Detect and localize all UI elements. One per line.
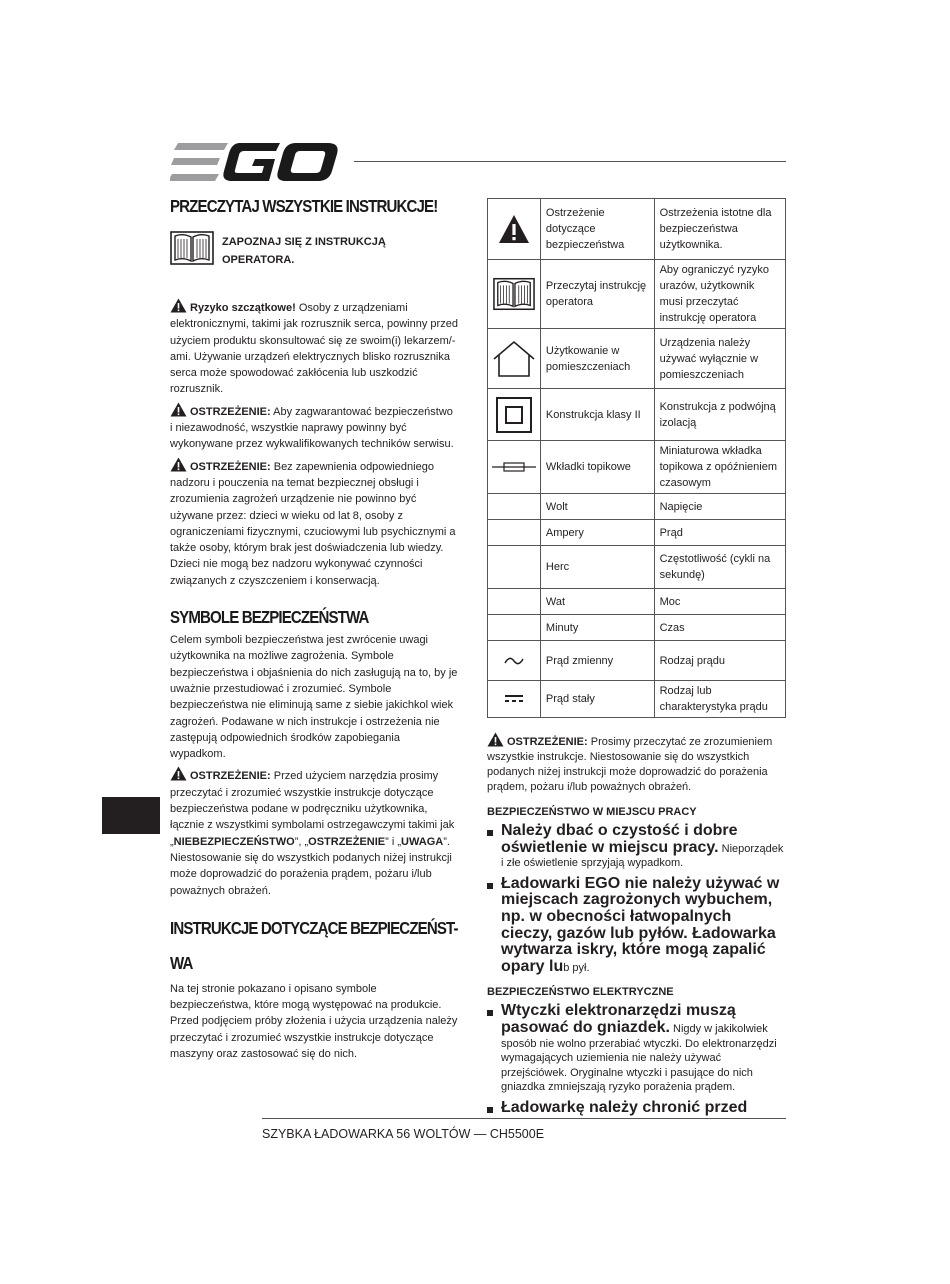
electrical-safety-heading: BEZPIECZEŃSTWO ELEKTRYCZNE xyxy=(487,986,674,999)
residual-risk-text: Osoby z urządzeniami elektronicznymi, takimi jak rozrusznik serca, powinny przed użyciem produktu skonsultować się ze swoim(i) lekarzem/-ami. Używanie urządzeń elektrycznych blisko rozrusznika serca może spowodować zakłócenia lub uszkodzić rozrusznik. xyxy=(170,302,458,396)
title-safety-instructions: INSTRUKCJE DOTYCZĄCE BEZPIECZEŃST-WA xyxy=(170,917,458,973)
ego-logo xyxy=(170,143,338,181)
danger-word: NIEBEZPIECZEŃSTWO xyxy=(173,835,295,848)
caution-word: UWAGA xyxy=(401,835,444,848)
symbol-name: Przeczytaj instrukcję operatora xyxy=(540,260,654,329)
symbol-meaning: Miniaturowa wkładka topikowa z opóźnieniem czasowym xyxy=(654,441,785,494)
warning-triangle-icon xyxy=(170,457,187,472)
right-column xyxy=(487,198,786,1117)
repair-warning-label: OSTRZEŻENIE: xyxy=(190,405,271,418)
work-area-safety-heading: BEZPIECZEŃSTWO W MIEJSCU PRACY xyxy=(487,806,697,818)
symbol-meaning: Moc xyxy=(654,589,785,615)
bullet-square xyxy=(487,830,493,836)
residual-risk-paragraph xyxy=(170,298,458,398)
table-row xyxy=(488,260,786,329)
bullet-main-text: Ładowarkę należy chronić przed xyxy=(501,1098,748,1116)
repair-warning-paragraph xyxy=(170,402,458,453)
general-warning-label: OSTRZEŻENIE: xyxy=(507,736,588,748)
left-column xyxy=(170,196,458,1062)
bullet-item xyxy=(487,823,786,871)
general-warning-text: Prosimy przeczytać ze zrozumieniem wszystkie instrukcje. Niestosowanie się do wszystkich podanych niżej instrukcji może doprowadzić do porażenia prądem, pożaru i/lub poważnych obrażeń. xyxy=(487,736,773,793)
supervision-warning-text: Bez zapewnienia odpowiedniego nadzoru i pouczenia na temat bezpiecznej obsługi i zrozumienia zagrożeń urządzenie nie powinno być używane przez: dzieci w wieku od lat 8, osoby z ograniczeniami fizycznymi, czuciowymi lub psychicznymi a także osoby, którym brak jest doświadczenia lub wiedzy. Dzieci nie mogą bez nadzoru wykonywać czynności związanych z czyszczeniem i konserwacją. xyxy=(170,460,456,587)
repair-warning-text: Aby zagwarantować bezpieczeństwo i niezawodność, wszystkie naprawy powinny być wykonywane przez wykwalifikowanych techników serwisu. xyxy=(170,405,454,451)
ac-wave-icon xyxy=(504,656,524,666)
bullet-detail-text: Nieporządek i złe oświetlenie sprzyjają wypadkom. xyxy=(501,842,784,870)
symbol-meaning: Urządzenia należy używać wyłącznie w pomieszczeniach xyxy=(654,329,785,389)
quote-separator: ”, „ xyxy=(294,835,309,848)
symbols-intro-paragraph: Celem symboli bezpieczeństwa jest zwrócenie uwagi użytkownika na możliwe zagrożenia. Symbole bezpieczeństwa i objaśnienia do nich zasługują na to, by je uważnie przestudiować i zrozumieć. Symbole bezpieczeństwa nie eliminują same z siebie jakichkol wiek zagrożeń. Podawane w nich instrukcje i ostrzeżenia nie zastępują odpowiednich środków zapobiegania wypadkom. xyxy=(170,634,458,761)
bullet-item xyxy=(487,876,786,976)
symbol-name: Ampery xyxy=(540,520,654,546)
open-book-icon xyxy=(493,276,535,312)
symbol-meaning: Aby ograniczyć ryzyko urazów, użytkownik musi przeczytać instrukcję operatora xyxy=(654,260,785,329)
language-tab-marker xyxy=(102,797,160,834)
bullet-main-text: Należy dbać o czystość i dobre oświetlenie w miejscu pracy. xyxy=(501,822,738,856)
read-all-warning-text-a: Przed użyciem narzędzia prosimy przeczytać i zrozumieć wszystkie instrukcje dotyczące bezpieczeństwa podane w podręczniku użytkownika, łącznie z wszystkimi symbolami ostrzegawczymi takimi jak „ xyxy=(170,770,455,848)
bullet-square xyxy=(487,1010,493,1016)
bullet-square xyxy=(487,883,493,889)
table-row xyxy=(488,520,786,546)
warning-triangle-icon xyxy=(487,732,504,747)
read-all-warning-label: OSTRZEŻENIE: xyxy=(190,770,271,783)
read-all-warning-text-b: ”. Niestosowanie się do wszystkich podanych niżej instrukcji może doprowadzić do porażenia prądem, pożaru i/lub poważnych obrażeń. xyxy=(170,835,452,897)
double-square-icon xyxy=(496,397,532,433)
bullet-main-text: Ładowarki EGO nie należy używać w miejscach zagrożonych wybuchem, np. w obecności łatwopalnych cieczy, gazów lub pyłów. Ładowarka wytwarza iskry, które mogą zapalić opary lu xyxy=(501,874,780,975)
symbol-name: Herc xyxy=(540,546,654,589)
supervision-warning-paragraph xyxy=(170,457,458,589)
supervision-warning-label: OSTRZEŻENIE: xyxy=(190,460,271,473)
operator-line-1: ZAPOZNAJ SIĘ Z INSTRUKCJĄ xyxy=(222,236,386,248)
warning-triangle-icon xyxy=(170,402,187,417)
symbol-name: Użytkowanie w pomieszczeniach xyxy=(540,329,654,389)
table-row xyxy=(488,441,786,494)
symbol-meaning: Napięcie xyxy=(654,494,785,520)
symbols-table xyxy=(487,198,786,718)
symbol-name: Wat xyxy=(540,589,654,615)
fuse-icon xyxy=(492,461,536,473)
symbol-meaning: Ostrzeżenia istotne dla bezpieczeństwa użytkownika. xyxy=(654,199,785,260)
title-safety-symbols: SYMBOLE BEZPIECZEŃSTWA xyxy=(170,607,369,628)
table-row xyxy=(488,389,786,441)
footer-rule xyxy=(262,1118,786,1119)
table-row xyxy=(488,199,786,260)
house-icon xyxy=(492,340,536,378)
symbol-meaning: Prąd xyxy=(654,520,785,546)
operator-line-2: OPERATORA. xyxy=(222,254,295,266)
dc-symbol-icon xyxy=(504,694,524,704)
bullet-detail-text: Nigdy w jakikolwiek sposób nie wolno przerabiać wtyczki. Do elektronarzędzi wymagających uziemienia nie należy używać przejściówek. Oryginalne wtyczki i pasujące do nich gniazdka zmniejszają ryzyko porażenia prądem. xyxy=(501,1022,777,1094)
symbol-name: Konstrukcja klasy II xyxy=(540,389,654,441)
table-row xyxy=(488,681,786,718)
table-row xyxy=(488,641,786,681)
table-row xyxy=(488,615,786,641)
symbol-meaning: Częstotliwość (cykli na sekundę) xyxy=(654,546,785,589)
table-row xyxy=(488,494,786,520)
table-row xyxy=(488,329,786,389)
symbol-name: Prąd stały xyxy=(540,681,654,718)
symbol-meaning: Rodzaj prądu xyxy=(654,641,785,681)
general-warning-paragraph xyxy=(487,732,786,795)
symbol-name: Wolt xyxy=(540,494,654,520)
table-row xyxy=(488,589,786,615)
residual-risk-label: Ryzyko szczątkowe! xyxy=(190,302,296,314)
bullet-square xyxy=(487,1107,493,1113)
table-row xyxy=(488,546,786,589)
footer-product-name: SZYBKA ŁADOWARKA 56 WOLTÓW — CH5500E xyxy=(262,1127,545,1141)
symbol-meaning: Konstrukcja z podwójną izolacją xyxy=(654,389,785,441)
symbol-meaning: Rodzaj lub charakterystyka prądu xyxy=(654,681,785,718)
bullet-item xyxy=(487,1100,786,1117)
bullet-item xyxy=(487,1003,786,1095)
warning-triangle-icon xyxy=(498,213,530,245)
bullet-main-text: Wtyczki elektronarzędzi muszą pasować do gniazdek. xyxy=(501,1002,736,1036)
symbol-name: Ostrzeżenie dotyczące bezpieczeństwa xyxy=(540,199,654,260)
header-rule xyxy=(354,161,786,162)
operator-manual-notice xyxy=(170,230,458,269)
title-read-instructions: PRZECZYTAJ WSZYSTKIE INSTRUKCJE! xyxy=(170,196,438,216)
read-all-warning-paragraph xyxy=(170,766,458,898)
quote-separator: ” i „ xyxy=(385,835,402,848)
instructions-intro-paragraph: Na tej stronie pokazano i opisano symbole bezpieczeństwa, które mogą występować na produkcie. Przed podjęciem próby złożenia i użycia urządzenia należy przeczytać i zrozumieć wszystkie instrukcje dotyczące maszyny oraz zastosować się do nich. xyxy=(170,982,458,1060)
bullet-detail-text: b pył. xyxy=(563,961,590,974)
symbol-name: Minuty xyxy=(540,615,654,641)
warning-triangle-icon xyxy=(170,766,187,781)
warning-word: OSTRZEŻENIE xyxy=(308,835,386,848)
open-book-icon xyxy=(170,230,214,266)
symbol-meaning: Czas xyxy=(654,615,785,641)
symbol-name: Wkładki topikowe xyxy=(540,441,654,494)
symbol-name: Prąd zmienny xyxy=(540,641,654,681)
warning-triangle-icon xyxy=(170,298,187,313)
